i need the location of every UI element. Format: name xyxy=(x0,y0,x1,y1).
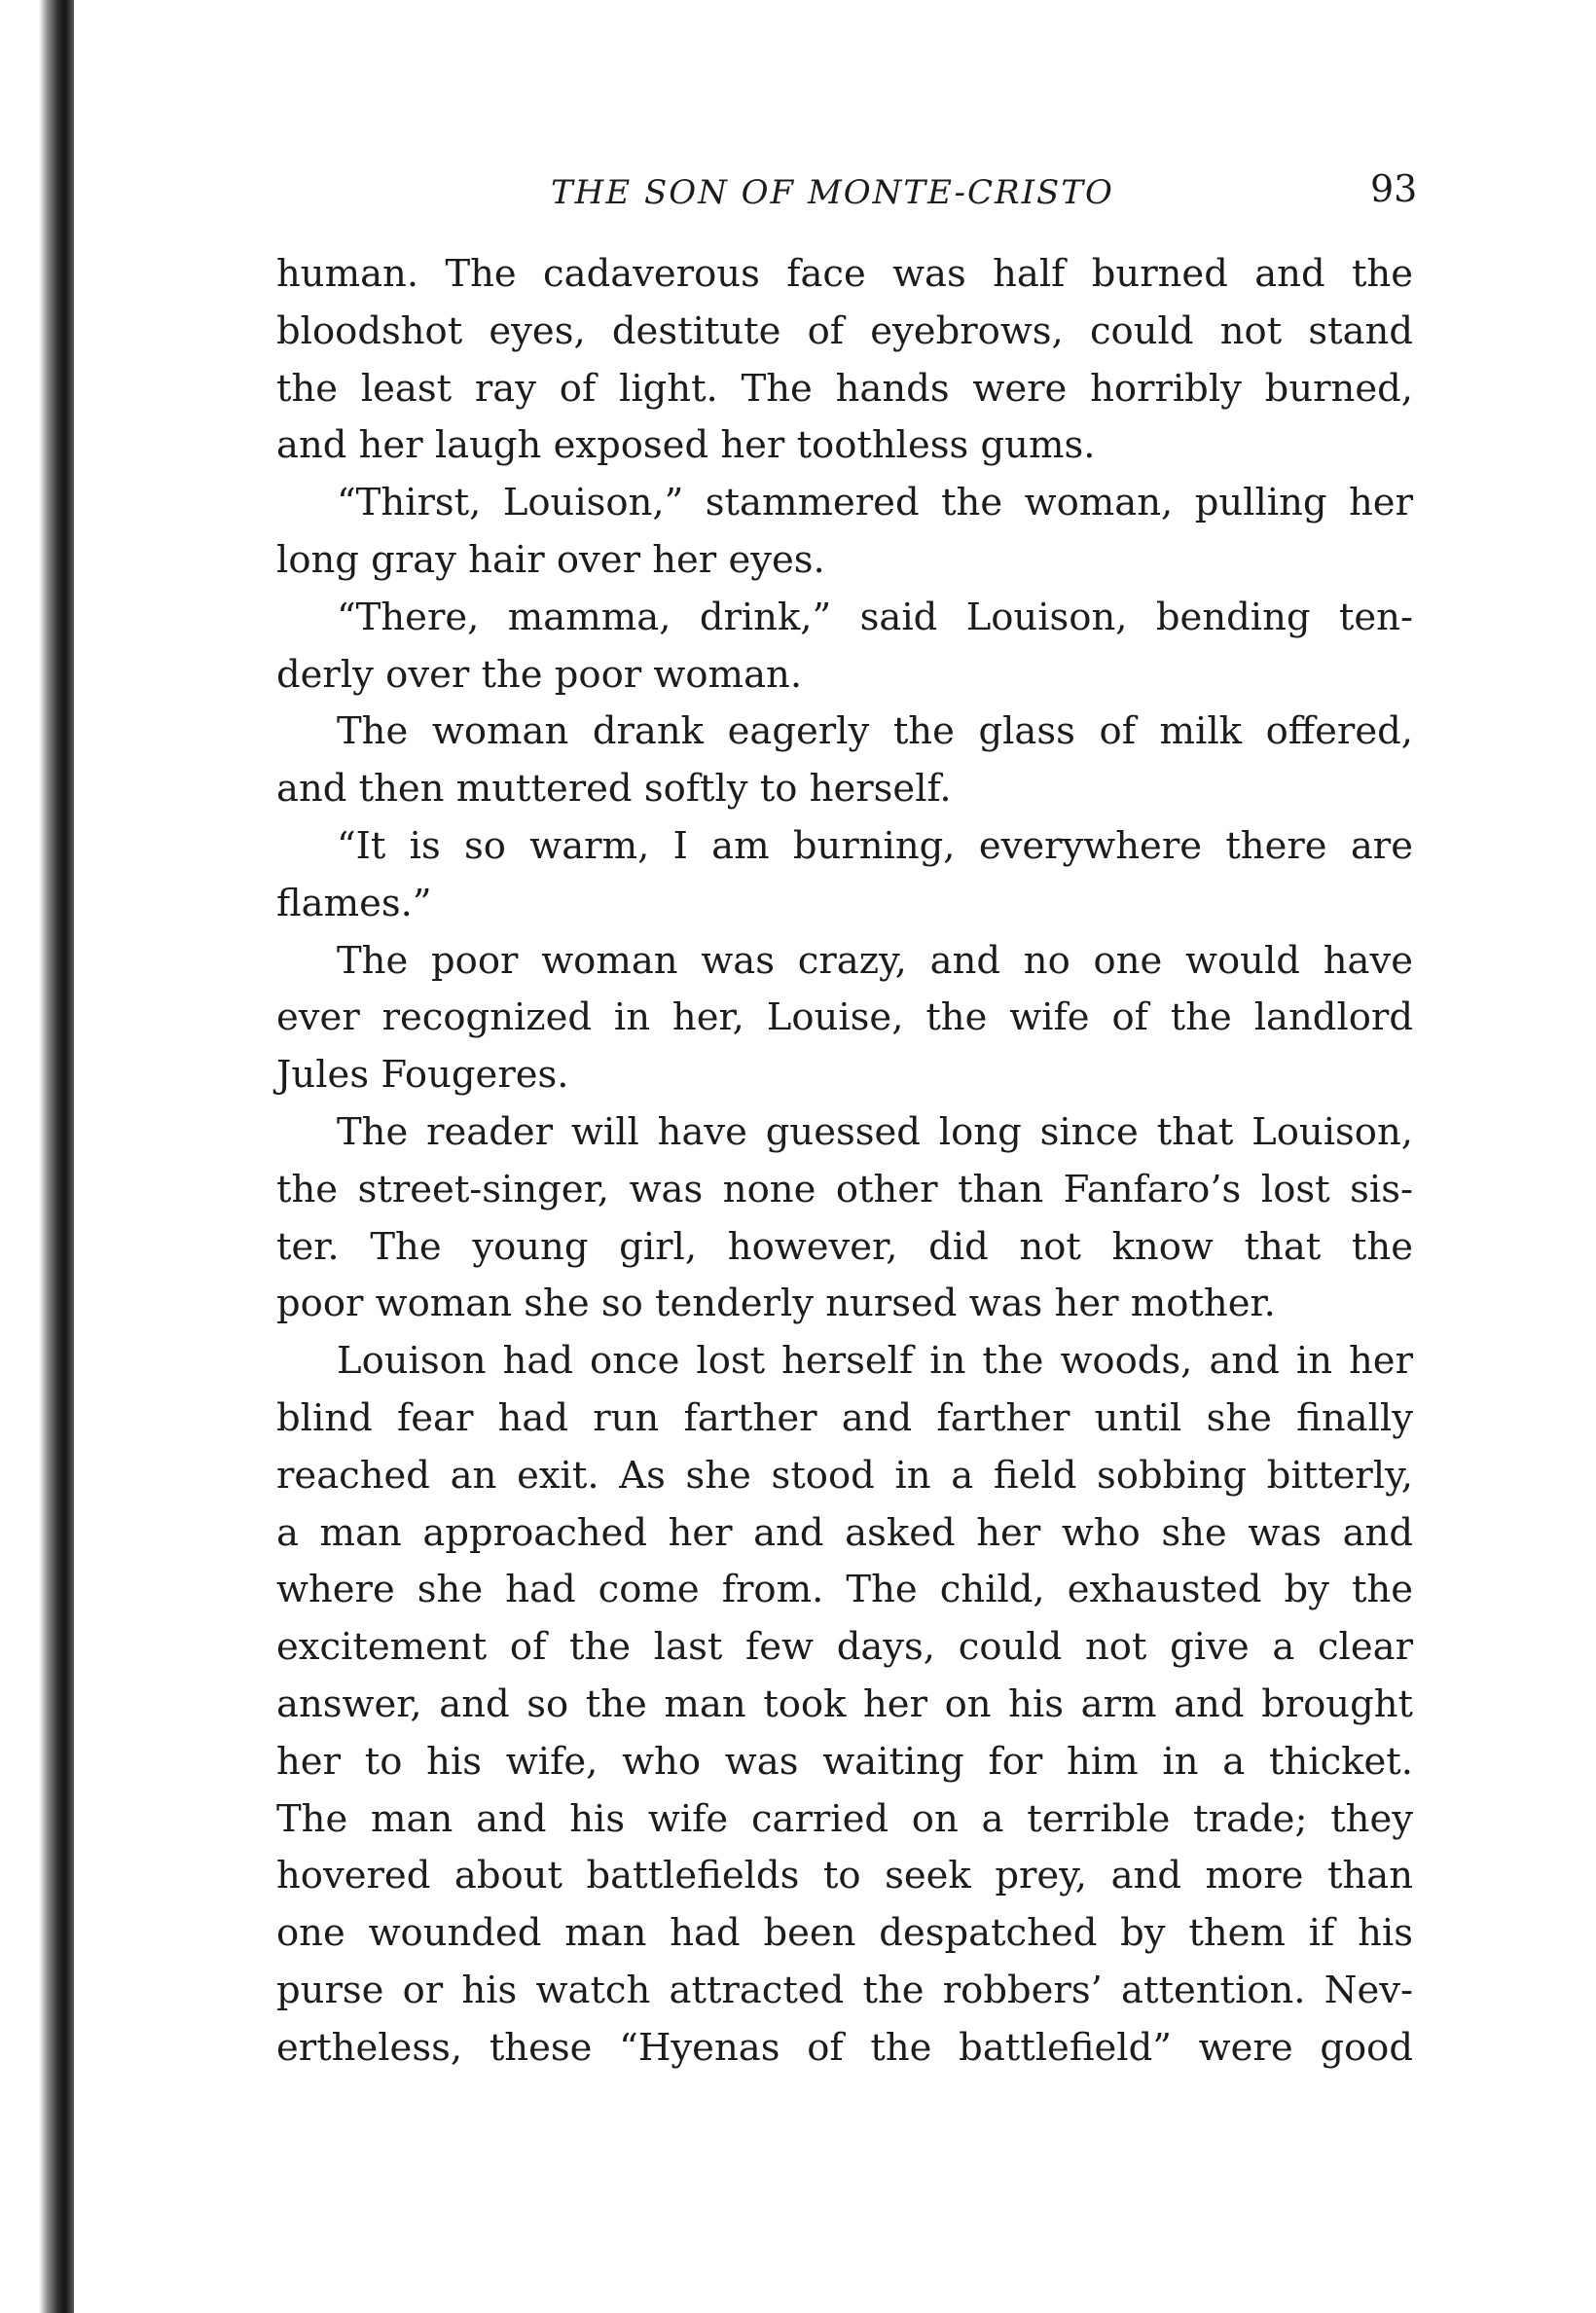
text-line: poor woman she so tenderly nursed was her mother. xyxy=(276,1282,1276,1326)
text-line: derly over the poor woman. xyxy=(276,652,803,697)
text-line: ter. The young girl, however, did not know that the xyxy=(276,1224,1413,1269)
text-line: blind fear had run farther and farther until she finally xyxy=(276,1395,1413,1440)
text-line: answer, and so the man took her on his arm and brought xyxy=(276,1681,1413,1726)
text-line: flames.” xyxy=(276,881,432,925)
text-line: Louison had once lost herself in the woods, and in her xyxy=(337,1339,1413,1384)
body-text xyxy=(276,246,1413,2078)
text-line: and then muttered softly to herself. xyxy=(276,767,952,812)
running-title: THE SON OF MONTE-CRISTO xyxy=(551,173,1114,212)
text-line: the street-singer, was none other than Fanfaro’s lost sis- xyxy=(276,1167,1413,1211)
text-line: Jules Fougeres. xyxy=(276,1053,569,1098)
book-binding-shadow xyxy=(39,0,74,2313)
page-number: 93 xyxy=(1370,167,1418,210)
text-line: a man approached her and asked her who she was and xyxy=(276,1510,1413,1555)
text-line: one wounded man had been despatched by them if his xyxy=(276,1911,1413,1956)
text-line: long gray hair over her eyes. xyxy=(276,537,825,582)
page-header xyxy=(0,165,1596,224)
text-line: human. The cadaverous face was half burned and the xyxy=(276,252,1413,296)
text-line: purse or his watch attracted the robbers’ attention. Nev- xyxy=(276,1968,1413,2012)
text-line: her to his wife, who was waiting for him in a thicket. xyxy=(276,1739,1413,1784)
text-line: reached an exit. As she stood in a field sobbing bitterly, xyxy=(276,1453,1413,1498)
text-line: bloodshot eyes, destitute of eyebrows, could not stand xyxy=(276,308,1413,353)
text-line: The poor woman was crazy, and no one would have xyxy=(337,938,1413,983)
text-line: “It is so warm, I am burning, everywhere there are xyxy=(337,823,1413,868)
text-line: excitement of the last few days, could not give a clear xyxy=(276,1625,1413,1670)
text-line: ever recognized in her, Louise, the wife of the landlord xyxy=(276,995,1413,1040)
text-line: “There, mamma, drink,” said Louison, bending ten- xyxy=(337,595,1413,639)
text-line: ertheless, these “Hyenas of the battlefield” were good xyxy=(276,2025,1413,2070)
text-line: where she had come from. The child, exhausted by the xyxy=(276,1568,1413,1612)
text-line: and her laugh exposed her toothless gums. xyxy=(276,423,1096,468)
text-line: The man and his wife carried on a terrible trade; they xyxy=(276,1796,1413,1841)
text-line: “Thirst, Louison,” stammered the woman, pulling her xyxy=(337,481,1413,525)
text-line: The woman drank eagerly the glass of milk offered, xyxy=(337,709,1413,754)
text-line: hovered about battlefields to seek prey, and more than xyxy=(276,1854,1413,1898)
text-line: the least ray of light. The hands were horribly burned, xyxy=(276,366,1413,411)
text-line: The reader will have guessed long since that Louison, xyxy=(337,1109,1413,1154)
